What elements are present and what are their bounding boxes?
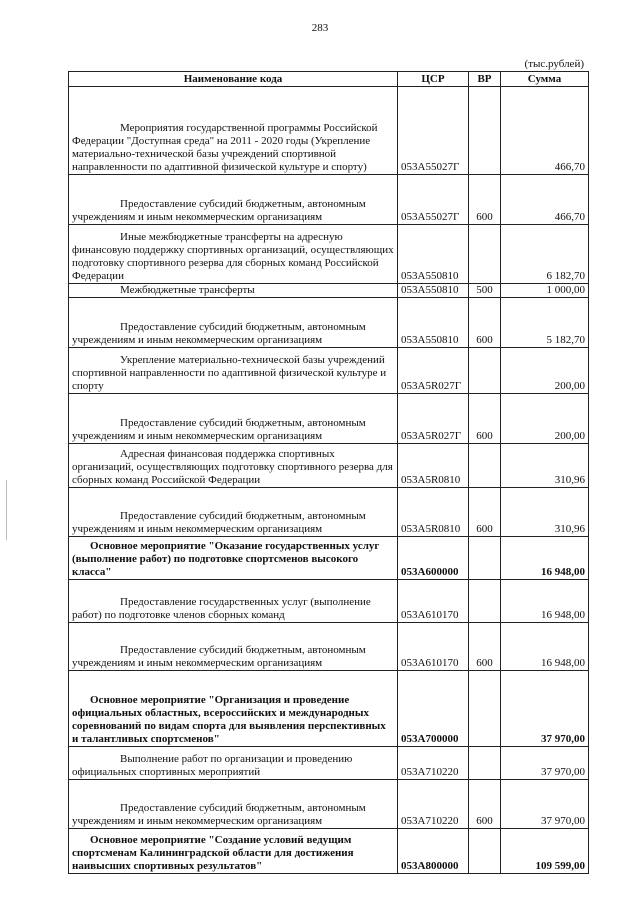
row-name-cell: Адресная финансовая поддержка спортивных организаций, осуществляющих подготовку спортивного резерва для сборных команд Российской Федерации — [69, 444, 398, 488]
row-name-cell: Основное мероприятие "Организация и проведение официальных областных, всероссийских и международных соревнований по видам спорта для выявления перспективных и талантливых спортсменов" — [69, 671, 398, 747]
row-name-cell: Предоставление субсидий бюджетным, автономным учреждениям и иным некоммерческим организациям — [69, 623, 398, 671]
table-header-row — [69, 72, 589, 87]
row-vr-cell — [469, 671, 501, 747]
row-vr-cell: 500 — [469, 284, 501, 298]
table-row — [69, 298, 589, 348]
row-sum-cell: 37 970,00 — [501, 671, 589, 747]
row-name-cell: Основное мероприятие "Оказание государственных услуг (выполнение работ) по подготовке спортсменов высокого класса" — [69, 537, 398, 580]
row-sum-cell: 16 948,00 — [501, 580, 589, 623]
row-csr-cell: 053А550810 — [398, 284, 469, 298]
row-vr-cell — [469, 348, 501, 394]
table-row — [69, 671, 589, 747]
units-label: (тыс.рублей) — [524, 58, 584, 70]
row-csr-cell: 053А550810 — [398, 225, 469, 284]
row-vr-cell — [469, 829, 501, 874]
row-name-cell: Основное мероприятие "Создание условий ведущим спортсменам Калининградской области для достижения наивысших спортивных результатов" — [69, 829, 398, 874]
row-vr-cell — [469, 580, 501, 623]
table-row — [69, 488, 589, 537]
header-sum: Сумма — [501, 72, 589, 87]
header-name: Наименование кода — [69, 72, 398, 87]
row-sum-cell: 200,00 — [501, 348, 589, 394]
row-sum-cell: 310,96 — [501, 444, 589, 488]
row-csr-cell: 053А5R027Г — [398, 348, 469, 394]
row-csr-cell: 053А5R0810 — [398, 444, 469, 488]
table-row — [69, 225, 589, 284]
row-sum-cell: 200,00 — [501, 394, 589, 444]
row-vr-cell — [469, 444, 501, 488]
table-row — [69, 444, 589, 488]
row-sum-cell: 37 970,00 — [501, 747, 589, 780]
table-row — [69, 87, 589, 175]
row-sum-cell: 310,96 — [501, 488, 589, 537]
row-csr-cell: 053А5R0810 — [398, 488, 469, 537]
row-sum-cell: 466,70 — [501, 87, 589, 175]
row-vr-cell — [469, 225, 501, 284]
header-csr: ЦСР — [398, 72, 469, 87]
row-sum-cell: 16 948,00 — [501, 537, 589, 580]
row-sum-cell: 37 970,00 — [501, 780, 589, 829]
table-row — [69, 348, 589, 394]
row-name-cell: Укрепление материально-технической базы учреждений спортивной направленности по адаптивной физической культуре и спорту — [69, 348, 398, 394]
row-csr-cell: 053А55027Г — [398, 87, 469, 175]
page-number: 283 — [311, 22, 329, 34]
table-row — [69, 780, 589, 829]
budget-table — [68, 71, 589, 874]
row-csr-cell: 053А700000 — [398, 671, 469, 747]
table-row — [69, 580, 589, 623]
row-name-cell: Предоставление государственных услуг (выполнение работ) по подготовке членов сборных команд — [69, 580, 398, 623]
row-vr-cell — [469, 87, 501, 175]
row-name-cell: Предоставление субсидий бюджетным, автономным учреждениям и иным некоммерческим организациям — [69, 780, 398, 829]
row-name-cell: Выполнение работ по организации и проведению официальных спортивных мероприятий — [69, 747, 398, 780]
row-sum-cell: 5 182,70 — [501, 298, 589, 348]
row-csr-cell: 053А550810 — [398, 298, 469, 348]
header-vr: ВР — [469, 72, 501, 87]
table-row — [69, 284, 589, 298]
scan-artifact-line — [6, 480, 7, 540]
table-body — [69, 87, 589, 874]
row-name-cell: Предоставление субсидий бюджетным, автономным учреждениям и иным некоммерческим организациям — [69, 298, 398, 348]
row-vr-cell: 600 — [469, 780, 501, 829]
table-row — [69, 537, 589, 580]
row-sum-cell: 109 599,00 — [501, 829, 589, 874]
row-vr-cell — [469, 537, 501, 580]
row-csr-cell: 053А5R027Г — [398, 394, 469, 444]
row-csr-cell: 053А710220 — [398, 780, 469, 829]
row-sum-cell: 1 000,00 — [501, 284, 589, 298]
row-sum-cell: 466,70 — [501, 175, 589, 225]
row-name-cell: Мероприятия государственной программы Российской Федерации "Доступная среда" на 2011 - 2020 годы (Укрепление материально-технической базы учреждений спортивной направленности по адаптивной физической культуре и спорту) — [69, 87, 398, 175]
table-row — [69, 175, 589, 225]
row-name-cell: Предоставление субсидий бюджетным, автономным учреждениям и иным некоммерческим организациям — [69, 488, 398, 537]
row-sum-cell: 16 948,00 — [501, 623, 589, 671]
row-sum-cell: 6 182,70 — [501, 225, 589, 284]
row-csr-cell: 053А55027Г — [398, 175, 469, 225]
row-vr-cell: 600 — [469, 623, 501, 671]
row-csr-cell: 053А600000 — [398, 537, 469, 580]
row-name-cell: Межбюджетные трансферты — [69, 284, 398, 298]
row-vr-cell: 600 — [469, 488, 501, 537]
row-csr-cell: 053А610170 — [398, 580, 469, 623]
table-row — [69, 829, 589, 874]
row-name-cell: Иные межбюджетные трансферты на адресную финансовую поддержку спортивных организаций, осуществляющих подготовку спортивного резерва для сборных команд Российской Федерации — [69, 225, 398, 284]
row-vr-cell: 600 — [469, 298, 501, 348]
row-vr-cell: 600 — [469, 175, 501, 225]
row-csr-cell: 053А610170 — [398, 623, 469, 671]
row-name-cell: Предоставление субсидий бюджетным, автономным учреждениям и иным некоммерческим организациям — [69, 394, 398, 444]
row-name-cell: Предоставление субсидий бюджетным, автономным учреждениям и иным некоммерческим организациям — [69, 175, 398, 225]
row-vr-cell — [469, 747, 501, 780]
row-vr-cell: 600 — [469, 394, 501, 444]
row-csr-cell: 053А800000 — [398, 829, 469, 874]
row-csr-cell: 053А710220 — [398, 747, 469, 780]
table-row — [69, 394, 589, 444]
table-row — [69, 623, 589, 671]
table-row — [69, 747, 589, 780]
